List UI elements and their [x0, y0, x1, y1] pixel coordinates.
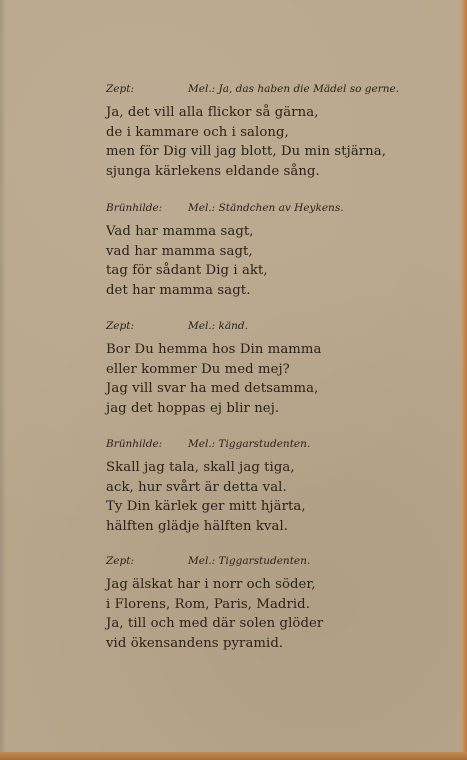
song-header: [106, 438, 426, 458]
verse-line: men för Dig vill jag blott, Du min stjärna,: [106, 144, 387, 160]
verse-line: Ja, till och med där solen glöder: [106, 616, 324, 632]
melody-label: Mel.: Tiggarstudenten.: [188, 555, 311, 567]
singer-label: Zept:: [106, 555, 134, 567]
singer-label: Brünhilde:: [106, 202, 163, 214]
verse-line: i Florens, Rom, Paris, Madrid.: [106, 596, 311, 612]
verse-line: ack, hur svårt är detta val.: [106, 479, 287, 495]
verse-line: Ja, det vill alla flickor så gärna,: [106, 105, 319, 120]
verse-line: Ty Din kärlek ger mitt hjärta,: [106, 499, 306, 515]
melody-label: Mel.: Ja, das haben die Mädel so gerne.: [188, 83, 400, 95]
book-edge-bottom: [0, 752, 467, 760]
singer-label: Zept:: [106, 83, 134, 95]
verse-line: vad har mamma sagt,: [106, 243, 253, 259]
song-block: [106, 320, 426, 418]
book-edge-right: [461, 0, 467, 760]
verse-line: tag för sådant Dig i akt,: [106, 263, 268, 279]
verse-line: Skall jag tala, skall jag tiga,: [106, 460, 295, 475]
spine-shadow: [0, 0, 6, 752]
melody-label: Mel.: Tiggarstudenten.: [188, 438, 311, 450]
verse-line: Jag vill svar ha med detsamma,: [106, 381, 319, 397]
verse-line: Bor Du hemma hos Din mamma: [106, 342, 322, 357]
song-block: [106, 555, 426, 653]
song-header: [106, 202, 426, 222]
song-block: [106, 83, 426, 181]
verse-line: de i kammare och i salong,: [106, 124, 289, 140]
verse-line: Jag älskat har i norr och söder,: [106, 577, 316, 592]
verse-line: Vad har mamma sagt,: [106, 224, 254, 239]
verse-line: det har mamma sagt.: [106, 282, 251, 298]
singer-label: Brünhilde:: [106, 438, 163, 450]
song-header: [106, 555, 426, 575]
verse-line: sjunga kärlekens eldande sång.: [106, 163, 320, 179]
singer-label: Zept:: [106, 320, 134, 332]
song-header: [106, 83, 426, 103]
melody-label: Mel.: känd.: [188, 320, 248, 332]
verse-line: vid ökensandens pyramid.: [106, 635, 284, 651]
melody-label: Mel.: Ständchen av Heykens.: [188, 202, 344, 214]
song-block: [106, 438, 426, 536]
verse-line: eller kommer Du med mej?: [106, 361, 290, 377]
verse-line: jag det hoppas ej blir nej.: [106, 400, 280, 416]
song-header: [106, 320, 426, 340]
verse-line: hälften glädje hälften kval.: [106, 518, 289, 534]
song-block: [106, 202, 426, 300]
